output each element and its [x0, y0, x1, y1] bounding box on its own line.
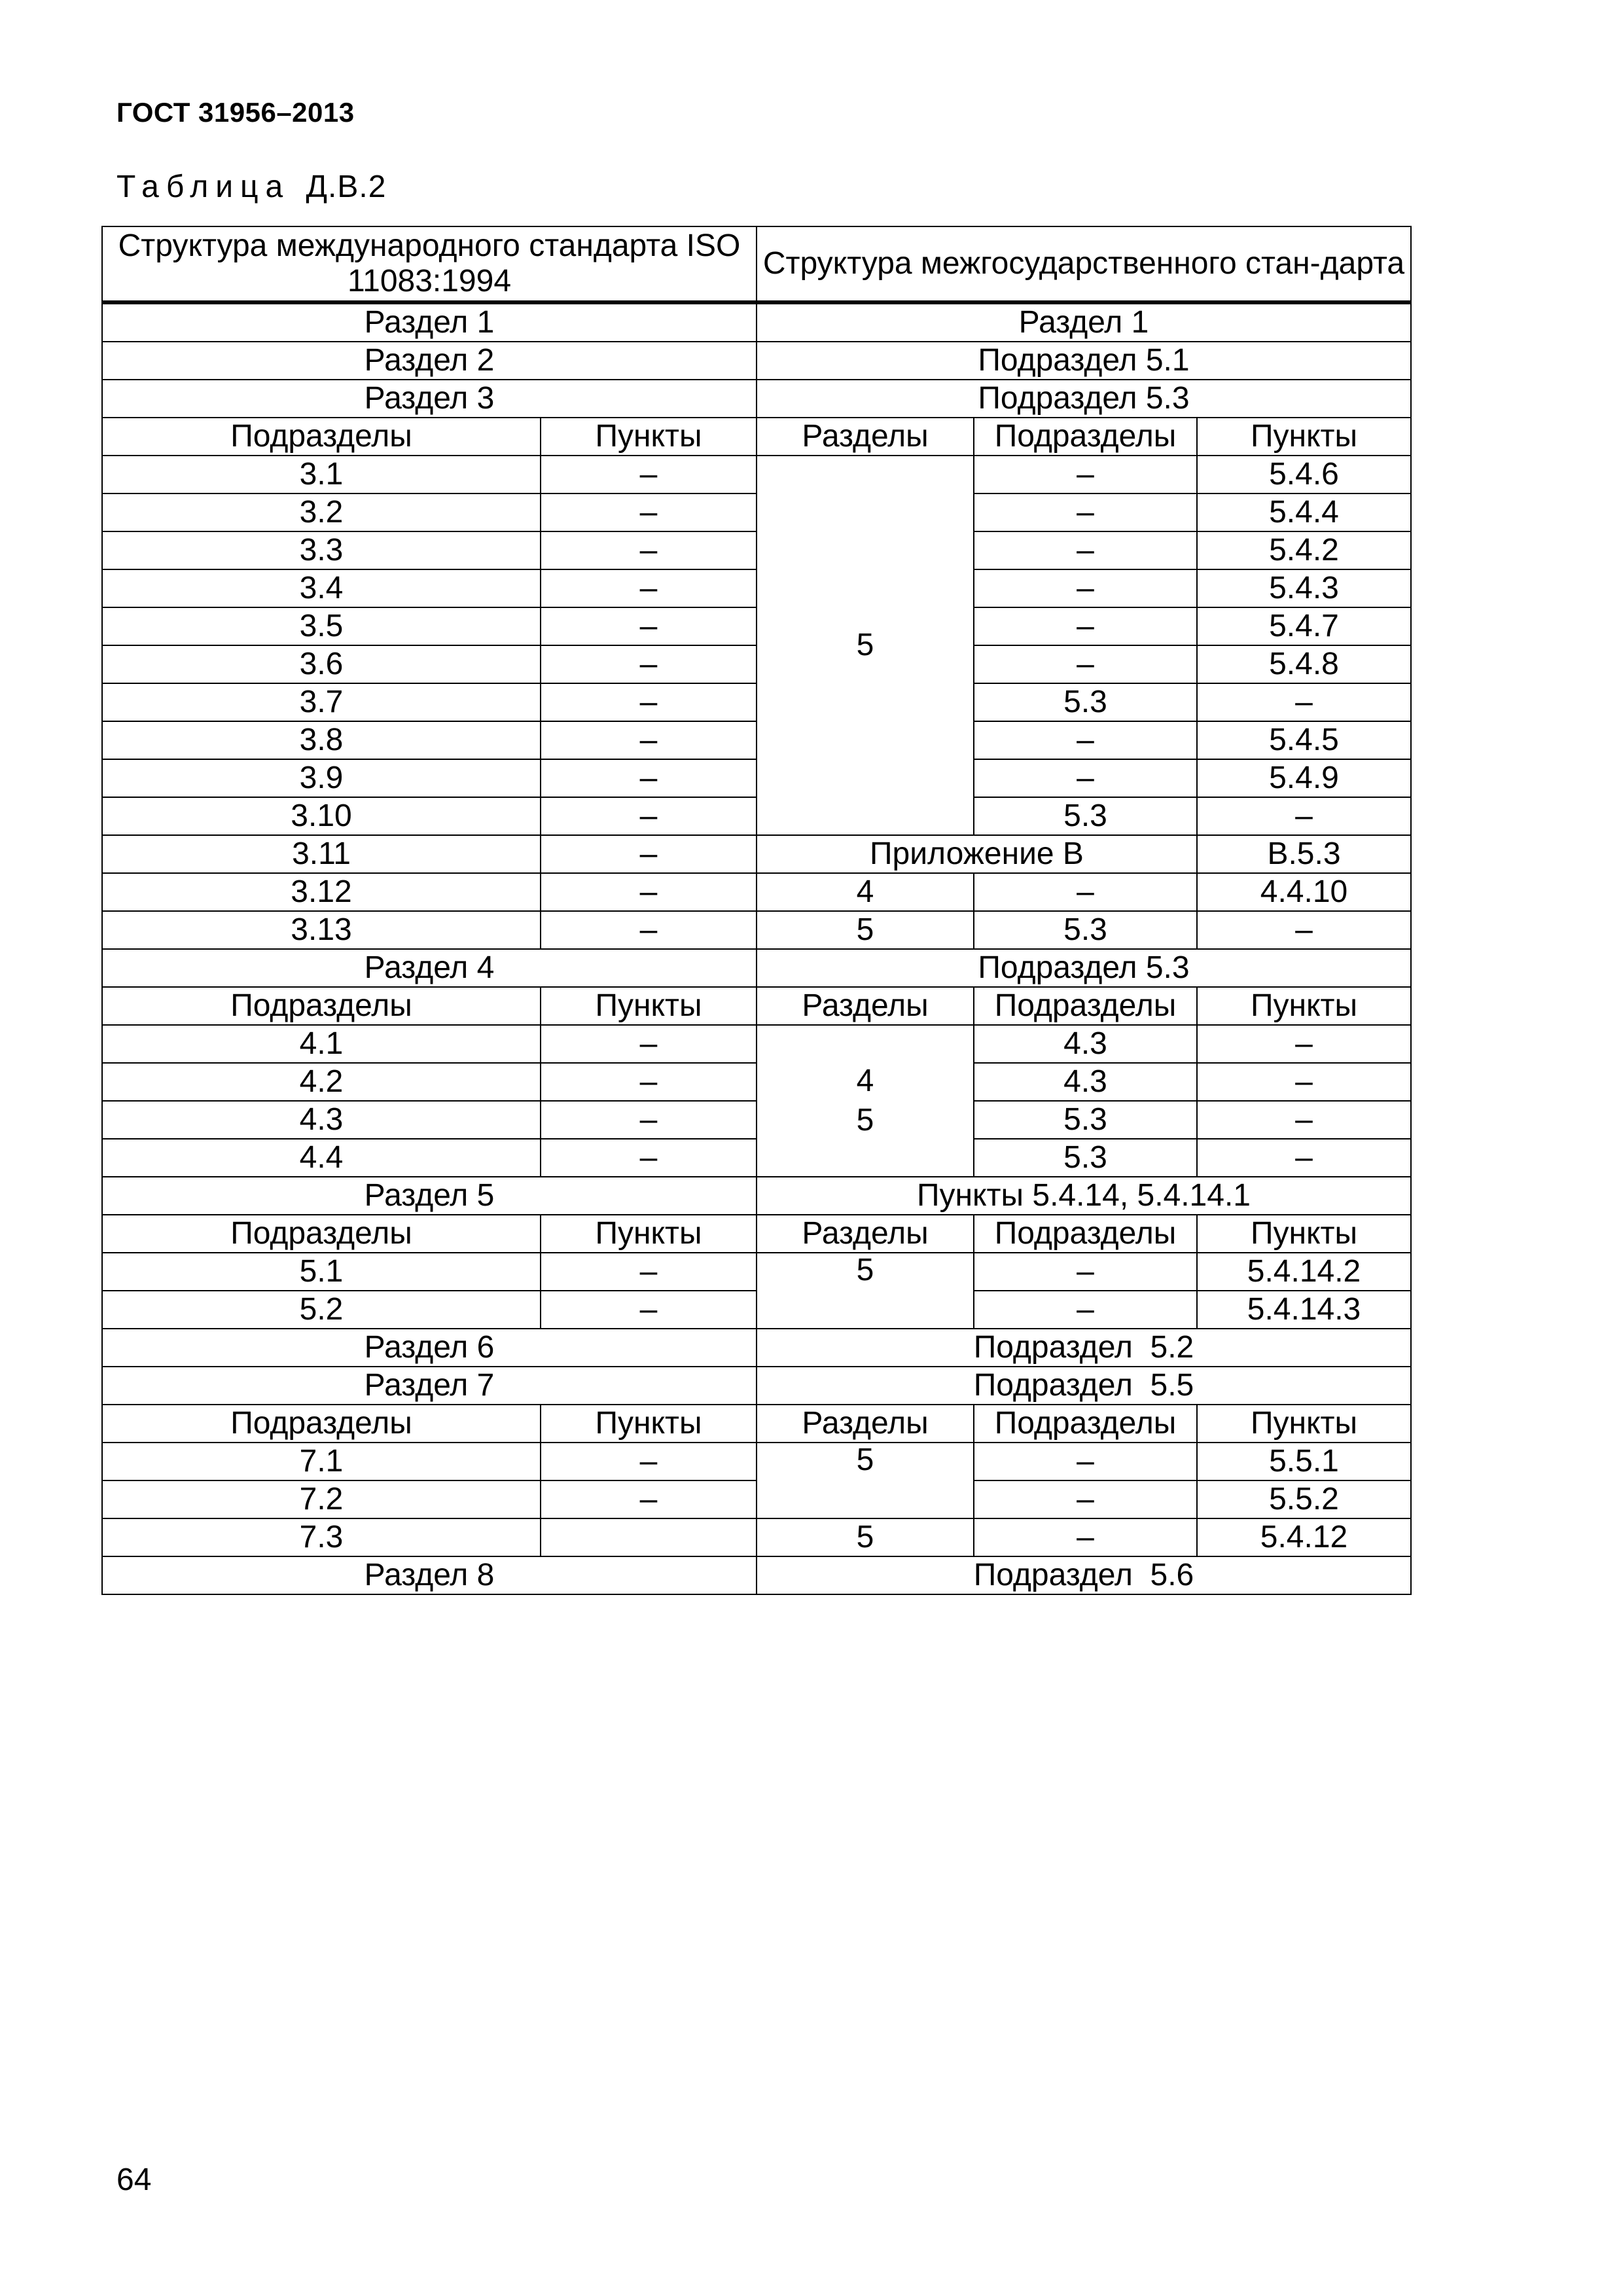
- cell: –: [541, 1101, 757, 1139]
- cell: –: [541, 759, 757, 797]
- appendix-cell: Приложение В: [757, 835, 1197, 873]
- cell: 5.3: [974, 683, 1197, 721]
- section-label: Раздел 1: [102, 302, 757, 342]
- document-code: ГОСТ 31956–2013: [116, 97, 355, 128]
- cell: 7.3: [102, 1518, 541, 1556]
- cell: 3.12: [102, 873, 541, 911]
- cell: [541, 1518, 757, 1556]
- cell: 5.4.6: [1197, 456, 1411, 493]
- section-number: 4: [856, 1064, 874, 1098]
- cell: 5.3: [974, 1139, 1197, 1177]
- table-header-row: [102, 226, 1411, 302]
- col-header-subsections: Подразделы: [102, 1405, 541, 1443]
- col-header-sections: Разделы: [757, 987, 974, 1025]
- cell: 5.4.14.3: [1197, 1291, 1411, 1329]
- cell: –: [541, 797, 757, 835]
- col-header-subsections: Подразделы: [974, 1215, 1197, 1253]
- section-mapping: Раздел 1: [757, 302, 1411, 342]
- section-mapping: Подраздел 5.1: [757, 342, 1411, 380]
- table-row: [102, 949, 1411, 987]
- cell: 4.3: [102, 1101, 541, 1139]
- table-row: [102, 835, 1411, 873]
- cell: 4.4: [102, 1139, 541, 1177]
- cell: 5.3: [974, 797, 1197, 835]
- cell: –: [541, 1291, 757, 1329]
- cell: 5.4.3: [1197, 569, 1411, 607]
- cell: 5.4.4: [1197, 493, 1411, 531]
- cell: –: [1197, 1101, 1411, 1139]
- cell: –: [541, 683, 757, 721]
- table-row: [102, 380, 1411, 418]
- cell: 4.3: [974, 1063, 1197, 1101]
- cell: –: [541, 569, 757, 607]
- cell: –: [974, 607, 1197, 645]
- cell: –: [1197, 1139, 1411, 1177]
- merged-section-cell: 5: [757, 1253, 974, 1329]
- cell: –: [974, 1253, 1197, 1291]
- cell: –: [541, 1253, 757, 1291]
- cell: 3.13: [102, 911, 541, 949]
- table-row: [102, 1518, 1411, 1556]
- col-header-items: Пункты: [1197, 987, 1411, 1025]
- cell: –: [1197, 797, 1411, 835]
- table-row: [102, 1253, 1411, 1291]
- col-header-subsections: Подразделы: [102, 1215, 541, 1253]
- col-header-sections: Разделы: [757, 1405, 974, 1443]
- cell: 3.9: [102, 759, 541, 797]
- page-number: 64: [116, 2162, 152, 2197]
- correspondence-table: [101, 226, 1412, 1595]
- table-row: [102, 1329, 1411, 1367]
- col-header-subsections: Подразделы: [102, 987, 541, 1025]
- cell: –: [541, 721, 757, 759]
- cell: –: [1197, 1025, 1411, 1063]
- section-label: Раздел 7: [102, 1367, 757, 1405]
- section-label: Раздел 6: [102, 1329, 757, 1367]
- cell: 3.11: [102, 835, 541, 873]
- table-title: [116, 169, 386, 205]
- cell: 5.4.7: [1197, 607, 1411, 645]
- cell: –: [541, 493, 757, 531]
- cell: –: [974, 1480, 1197, 1518]
- cell: 3.8: [102, 721, 541, 759]
- col-header-items: Пункты: [1197, 1215, 1411, 1253]
- cell: 4.1: [102, 1025, 541, 1063]
- section-mapping: Подраздел 5.2: [757, 1329, 1411, 1367]
- merged-section-cell: 5: [757, 1443, 974, 1518]
- column-header-row: [102, 1215, 1411, 1253]
- cell: 3.10: [102, 797, 541, 835]
- cell: –: [974, 873, 1197, 911]
- column-header-row: [102, 418, 1411, 456]
- cell: –: [541, 1443, 757, 1480]
- cell: 3.7: [102, 683, 541, 721]
- cell: –: [541, 1063, 757, 1101]
- section-mapping: Подраздел 5.6: [757, 1556, 1411, 1594]
- merged-section-cell: [757, 1025, 974, 1177]
- cell: 7.2: [102, 1480, 541, 1518]
- cell: В.5.3: [1197, 835, 1411, 873]
- col-header-sections: Разделы: [757, 1215, 974, 1253]
- cell: –: [541, 1139, 757, 1177]
- table-title-number: Д.В.2: [306, 170, 387, 204]
- cell: 5.3: [974, 911, 1197, 949]
- cell: 3.1: [102, 456, 541, 493]
- table-row: [102, 302, 1411, 342]
- cell: 5.4.14.2: [1197, 1253, 1411, 1291]
- col-header-items: Пункты: [541, 418, 757, 456]
- cell: 5.3: [974, 1101, 1197, 1139]
- cell: –: [974, 531, 1197, 569]
- col-header-items: Пункты: [541, 1405, 757, 1443]
- cell: –: [541, 531, 757, 569]
- table-row: [102, 1443, 1411, 1480]
- table-row: [102, 1367, 1411, 1405]
- section-mapping: Подраздел 5.3: [757, 949, 1411, 987]
- table-row: [102, 342, 1411, 380]
- col-header-sections: Разделы: [757, 418, 974, 456]
- column-header-row: [102, 987, 1411, 1025]
- cell: 5.4.8: [1197, 645, 1411, 683]
- column-header-row: [102, 1405, 1411, 1443]
- merged-section-cell: 5: [757, 456, 974, 835]
- cell: –: [541, 1480, 757, 1518]
- cell: 5.4.5: [1197, 721, 1411, 759]
- cell: 5.4.9: [1197, 759, 1411, 797]
- section-label: Раздел 5: [102, 1177, 757, 1215]
- cell: 4.2: [102, 1063, 541, 1101]
- section-label: Раздел 2: [102, 342, 757, 380]
- cell: –: [974, 456, 1197, 493]
- cell: 5: [757, 1518, 974, 1556]
- section-label: Раздел 4: [102, 949, 757, 987]
- table-row: [102, 1177, 1411, 1215]
- table-row: [102, 873, 1411, 911]
- cell: 3.4: [102, 569, 541, 607]
- cell: –: [974, 1291, 1197, 1329]
- col-header-items: Пункты: [1197, 1405, 1411, 1443]
- cell: 5.2: [102, 1291, 541, 1329]
- col-header-items: Пункты: [1197, 418, 1411, 456]
- cell: –: [974, 645, 1197, 683]
- cell: –: [541, 835, 757, 873]
- cell: 3.2: [102, 493, 541, 531]
- section-mapping: Пункты 5.4.14, 5.4.14.1: [757, 1177, 1411, 1215]
- cell: 3.5: [102, 607, 541, 645]
- cell: 4: [757, 873, 974, 911]
- cell: –: [974, 721, 1197, 759]
- col-header-subsections: Подразделы: [974, 418, 1197, 456]
- cell: 7.1: [102, 1443, 541, 1480]
- section-number: 5: [856, 1103, 874, 1138]
- cell: 3.6: [102, 645, 541, 683]
- table-row: [102, 456, 1411, 493]
- section-mapping: Подраздел 5.5: [757, 1367, 1411, 1405]
- header-interstate-structure: Структура межгосударственного стан-дарта: [757, 226, 1411, 302]
- cell: –: [974, 569, 1197, 607]
- col-header-subsections: Подразделы: [102, 418, 541, 456]
- cell: –: [541, 456, 757, 493]
- table-row: [102, 1556, 1411, 1594]
- cell: –: [541, 1025, 757, 1063]
- cell: 5: [757, 911, 974, 949]
- cell: –: [1197, 1063, 1411, 1101]
- cell: –: [541, 607, 757, 645]
- cell: –: [1197, 911, 1411, 949]
- col-header-items: Пункты: [541, 987, 757, 1025]
- table-row: [102, 1025, 1411, 1063]
- col-header-subsections: Подразделы: [974, 987, 1197, 1025]
- cell: 5.4.2: [1197, 531, 1411, 569]
- cell: 5.1: [102, 1253, 541, 1291]
- cell: –: [541, 645, 757, 683]
- cell: 4.3: [974, 1025, 1197, 1063]
- col-header-items: Пункты: [541, 1215, 757, 1253]
- header-iso-structure: Структура международного стандарта ISO 11083:1994: [102, 226, 757, 302]
- cell: –: [1197, 683, 1411, 721]
- table-row: [102, 911, 1411, 949]
- section-label: Раздел 3: [102, 380, 757, 418]
- col-header-subsections: Подразделы: [974, 1405, 1197, 1443]
- cell: 3.3: [102, 531, 541, 569]
- section-mapping: Подраздел 5.3: [757, 380, 1411, 418]
- cell: 5.4.12: [1197, 1518, 1411, 1556]
- cell: 4.4.10: [1197, 873, 1411, 911]
- table-title-word: Таблица: [116, 170, 291, 204]
- cell: –: [974, 759, 1197, 797]
- section-label: Раздел 8: [102, 1556, 757, 1594]
- cell: 5.5.2: [1197, 1480, 1411, 1518]
- cell: –: [974, 1518, 1197, 1556]
- cell: –: [974, 493, 1197, 531]
- cell: –: [541, 911, 757, 949]
- cell: –: [974, 1443, 1197, 1480]
- cell: 5.5.1: [1197, 1443, 1411, 1480]
- cell: –: [541, 873, 757, 911]
